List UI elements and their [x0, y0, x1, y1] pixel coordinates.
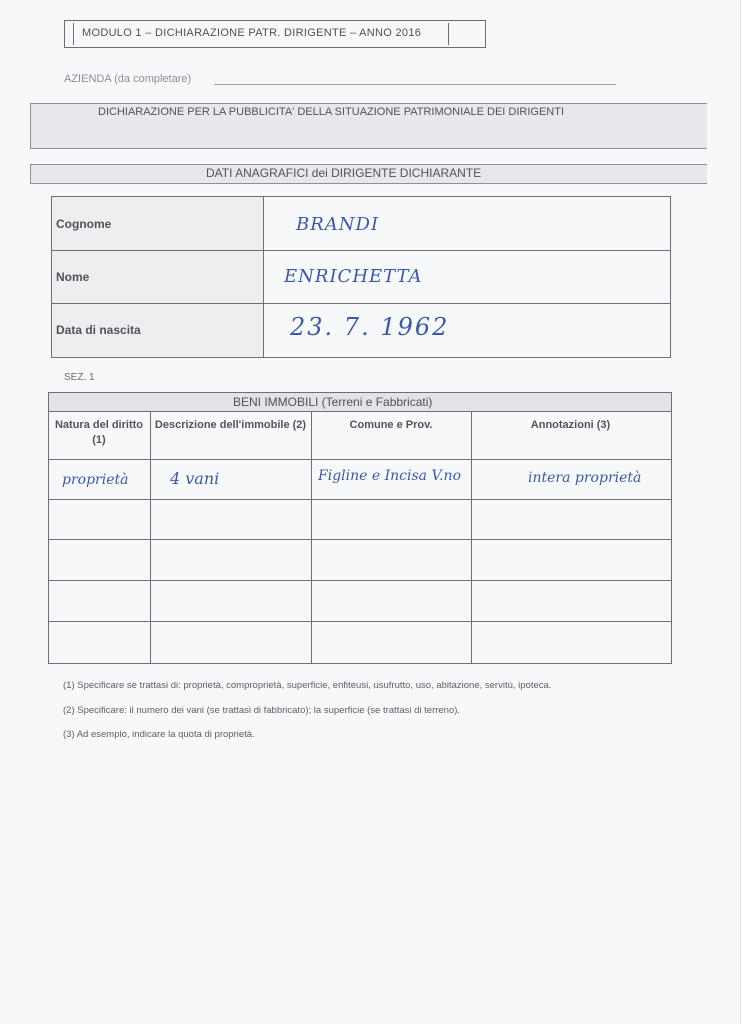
column-header-descrizione: Descrizione dell'immobile (2) — [154, 419, 307, 431]
nome-value: ENRICHETTA — [284, 266, 423, 287]
footnote-3: (3) Ad esempio, indicare la quota di proprietà. — [63, 729, 255, 740]
footnote-2: (2) Specificare: il numero dei vani (se trattasi di fabbricato); la superficie (se trattasi di terreno). — [63, 705, 461, 716]
table-cell: proprietà — [62, 472, 129, 488]
scan-edge — [740, 0, 741, 1024]
section-label: SEZ. 1 — [64, 372, 95, 383]
anagrafica-title: DATI ANAGRAFICI dei DIRIGENTE DICHIARANTE — [206, 166, 482, 180]
column-header-annotazioni: Annotazioni (3) — [530, 419, 611, 431]
nascita-label: Data di nascita — [56, 323, 141, 337]
table-cell: 4 vani — [170, 469, 220, 488]
table-cell: Figline e Incisa V.no — [318, 468, 462, 484]
footnote-1: (1) Specificare se trattasi di: proprietà, comproprietà, superficie, enfiteusi, usufrutto, uso, abitazione, servitù, ipoteca. — [63, 680, 552, 691]
nome-label: Nome — [56, 270, 90, 284]
column-header-comune: Comune e Prov. — [349, 419, 433, 431]
beni-table-title: BENI IMMOBILI (Terreni e Fabbricati) — [233, 395, 433, 409]
declaration-title: DICHIARAZIONE PER LA PUBBLICITA' DELLA SITUAZIONE PATRIMONIALE DEI DIRIGENTI — [98, 106, 565, 118]
azienda-field-line — [214, 84, 616, 85]
azienda-label: AZIENDA (da completare) — [64, 73, 192, 85]
nascita-value: 23. 7. 1962 — [290, 313, 450, 341]
cognome-value: BRANDI — [296, 214, 380, 235]
cognome-label: Cognome — [56, 217, 112, 231]
module-title: MODULO 1 – DICHIARAZIONE PATR. DIRIGENTE – ANNO 2016 — [82, 27, 422, 39]
table-cell: intera proprietà — [528, 470, 642, 486]
column-header-natura: Natura del diritto (1) — [54, 419, 143, 446]
